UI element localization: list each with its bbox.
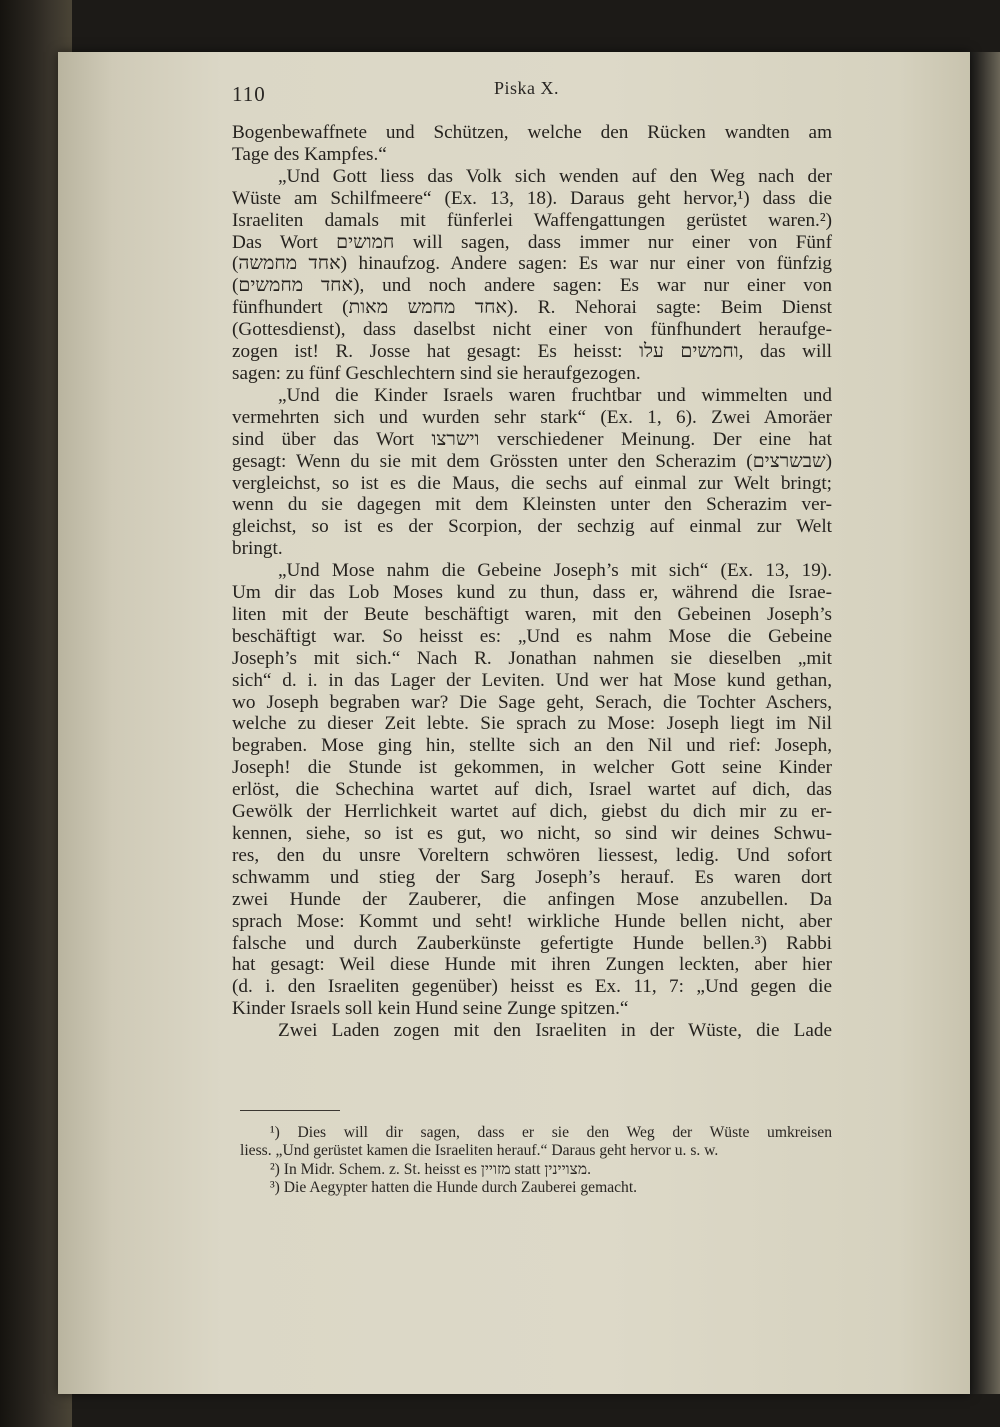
text-line: vergleichst, so ist es die Maus, die sechs auf einmal zur Welt bringt;: [232, 472, 832, 494]
text-line: welche zu dieser Zeit lebte. Sie sprach zu Mose: Joseph liegt im Nil: [232, 713, 832, 735]
page-number: 110: [232, 82, 266, 106]
text-line: Zwei Laden zogen mit den Israeliten in der Wüste, die Lade: [278, 1020, 832, 1042]
footnote-divider: [240, 1110, 340, 1111]
text-line: Joseph’s mit sich.“ Nach R. Jonathan nahmen sie dieselben „mit: [232, 647, 832, 669]
text-line: sind über das Wort וישרצו verschiedener Meinung. Der eine hat: [232, 428, 832, 450]
text-line: „Und Mose nahm die Gebeine Joseph’s mit sich“ (Ex. 13, 19).: [278, 560, 832, 582]
footnote-2: ²) In Midr. Schem. z. St. heisst es מזויין statt מצויינין.: [270, 1160, 591, 1178]
text-line: Kinder Israels soll kein Hund seine Zunge spitzen.“: [232, 998, 629, 1020]
text-line: (Gottesdienst), dass daselbst nicht einer von fünfhundert heraufge-: [232, 319, 832, 341]
text-line: bringt.: [232, 538, 283, 560]
text-line: sich“ d. i. in das Lager der Leviten. Und wer hat Mose kund gethan,: [232, 669, 832, 691]
text-line: Gewölk der Herrlichkeit wartet auf dich, giebst du dich mir zu er-: [232, 801, 832, 823]
text-line: Joseph! die Stunde ist gekommen, in welcher Gott seine Kinder: [232, 757, 832, 779]
text-line: liten mit der Beute beschäftigt waren, mit den Gebeinen Joseph’s: [232, 603, 832, 625]
text-line: beschäftigt war. So heisst es: „Und es nahm Mose die Gebeine: [232, 625, 832, 647]
text-line: res, den du unsre Voreltern schwören liessest, ledig. Und sofort: [232, 844, 832, 866]
text-line: begraben. Mose ging hin, stellte sich an den Nil und rief: Joseph,: [232, 735, 832, 757]
text-line: vermehrten sich und wurden sehr stark“ (Ex. 1, 6). Zwei Amoräer: [232, 406, 832, 428]
text-line: (אחד מחמשה) hinaufzog. Andere sagen: Es war nur einer von fünfzig: [232, 253, 832, 275]
text-line: gesagt: Wenn du sie mit dem Grössten unter den Scherazim (שבשרצים): [232, 450, 832, 472]
text-line: Wüste am Schilfmeere“ (Ex. 13, 18). Daraus geht hervor,¹) dass die: [232, 187, 832, 209]
text-line: Um dir das Lob Moses kund zu thun, dass er, während die Israe-: [232, 582, 832, 604]
text-line: kennen, siehe, so ist es gut, wo nicht, so sind wir deines Schwu-: [232, 823, 832, 844]
running-head: Piska X.: [494, 78, 560, 98]
text-line: zwei Hunde der Zauberer, die anfingen Mose anzubellen. Da: [232, 888, 832, 910]
text-line: sprach Mose: Kommt und seht! wirkliche Hunde bellen nicht, aber: [232, 910, 832, 932]
text-line: (d. i. den Israeliten gegenüber) heisst es Ex. 11, 7: „Und gegen die: [232, 976, 832, 998]
text-line: zogen ist! R. Josse hat gesagt: Es heisst: וחמשים עלו, das will: [232, 341, 832, 363]
text-line: Israeliten damals mit fünferlei Waffengattungen gerüstet waren.²): [232, 209, 832, 231]
text-line: falsche und durch Zauberkünste gefertigte Hunde bellen.³) Rabbi: [232, 932, 832, 954]
text-line: wenn du sie dagegen mit dem Kleinsten unter den Scherazim ver-: [232, 494, 832, 516]
text-line: schwamm und stieg der Sarg Joseph’s herauf. Es waren dort: [232, 866, 832, 888]
text-line: Das Wort חמושים will sagen, dass immer nur einer von Fünf: [232, 231, 832, 253]
text-line: Tage des Kampfes.“: [232, 143, 387, 165]
text-line: erlöst, die Schechina wartet auf dich, Israel wartet auf dich, das: [232, 779, 832, 801]
page-header: [232, 78, 832, 108]
text-line: „Und die Kinder Israels waren fruchtbar und wimmelten und: [278, 384, 832, 406]
text-line: sagen: zu fünf Geschlechtern sind sie heraufgezogen.: [232, 362, 641, 384]
text-line: „Und Gott liess das Volk sich wenden auf den Weg nach der: [278, 165, 832, 187]
footnote-1-continued: liess. „Und gerüstet kamen die Israeliten herauf.“ Daraus geht hervor u. s. w.: [240, 1142, 719, 1160]
text-line: (אחד מחמשים), und noch andere sagen: Es war nur einer von: [232, 275, 832, 297]
text-line: gleichst, so ist es der Scorpion, der sechzig auf einmal zur Welt: [232, 516, 832, 538]
text-line: Bogenbewaffnete und Schützen, welche den Rücken wandten am: [232, 122, 832, 143]
text-line: fünfhundert (אחד מחמש מאות). R. Nehorai sagte: Beim Dienst: [232, 297, 832, 319]
footnote-3: ³) Die Aegypter hatten die Hunde durch Zauberei gemacht.: [270, 1179, 638, 1197]
footnotes: [240, 1124, 832, 1198]
text-line: hat gesagt: Weil diese Hunde mit ihren Zungen leckten, aber hier: [232, 954, 832, 976]
body-text: [232, 122, 832, 1042]
text-line: wo Joseph begraben war? Die Sage geht, Serach, die Tochter Aschers,: [232, 691, 832, 713]
footnote-1: ¹) Dies will dir sagen, dass er sie den Weg der Wüste umkreisen: [270, 1124, 832, 1141]
